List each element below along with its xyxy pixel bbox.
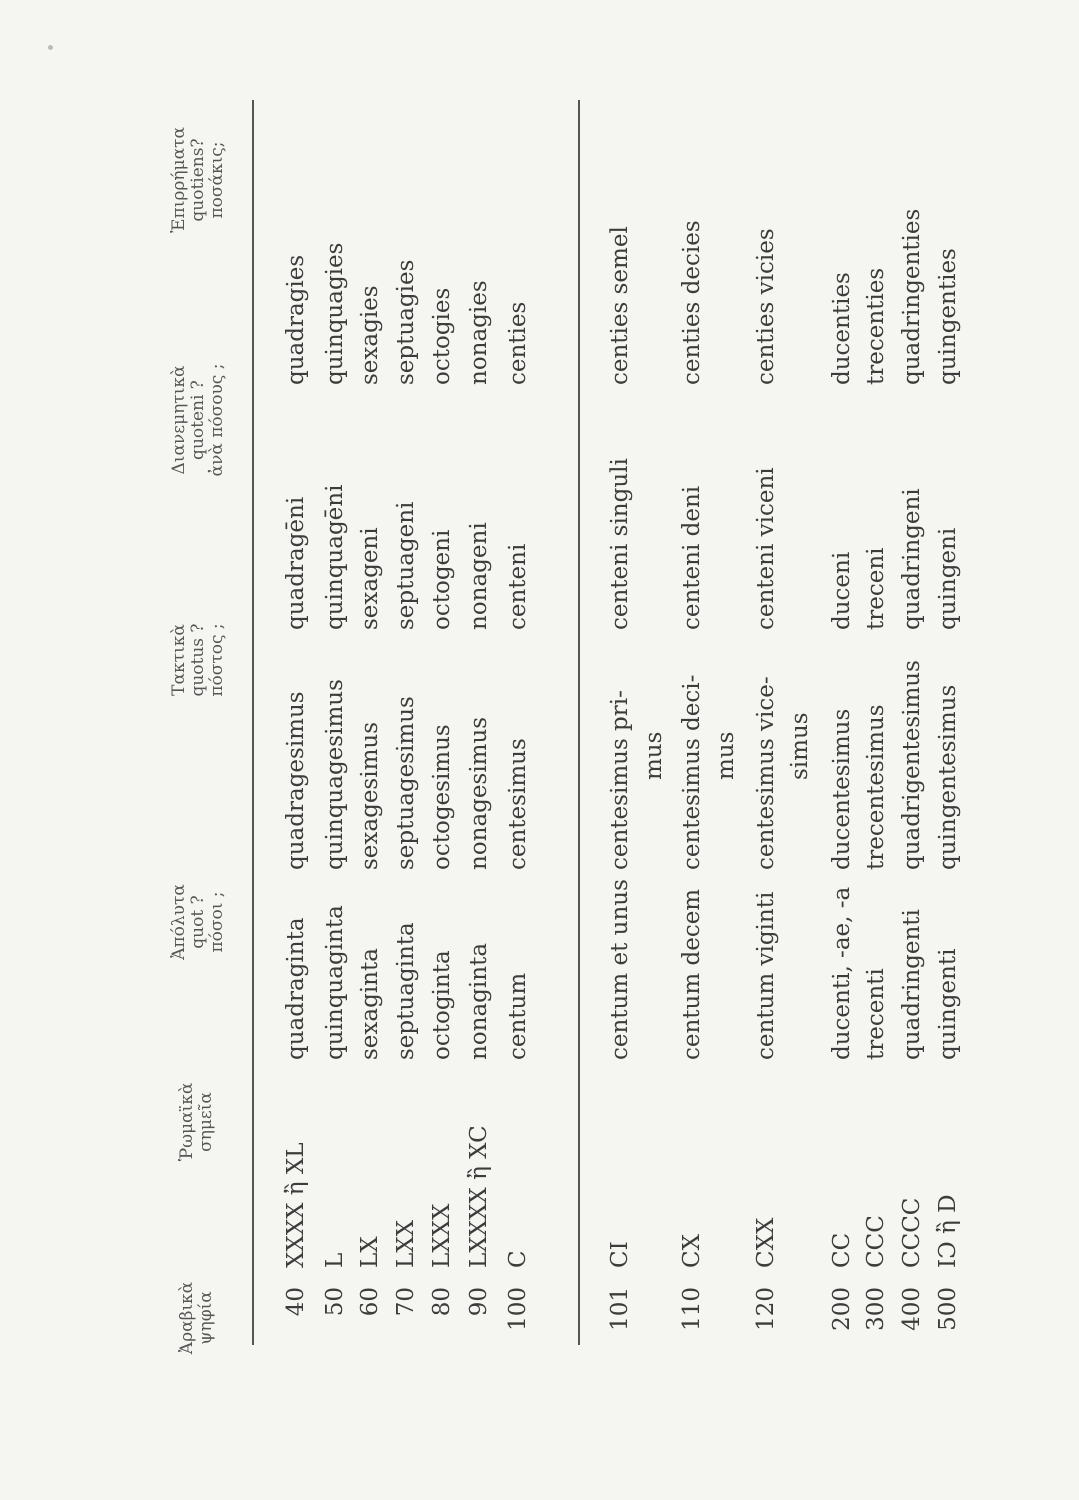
cell-ordinal: centesimus: [505, 738, 531, 870]
cell-ordinal: octogesimus: [429, 724, 455, 870]
header-rule: [252, 100, 254, 1345]
cell-adverb: trecenties: [863, 267, 889, 385]
column-header-line: ἀνὰ πόσους ;: [207, 363, 227, 477]
cell-cardinal: centum: [505, 972, 531, 1060]
cell-roman: C: [505, 1250, 531, 1268]
cell-adverb: octogies: [429, 287, 455, 385]
column-header-line: πόστος ;: [207, 623, 227, 697]
column-header-distributive: [170, 330, 227, 510]
cell-distributive: duceni: [829, 551, 855, 630]
cell-distributive: quadringeni: [899, 488, 925, 630]
cell-arabic: 110: [679, 1287, 705, 1331]
cell-cardinal: sexaginta: [357, 948, 383, 1060]
cell-cardinal: centum et unus: [607, 879, 633, 1060]
column-header-cardinal: [170, 832, 227, 1012]
cell-roman: CI: [607, 1241, 633, 1268]
cell-roman: CCC: [863, 1215, 889, 1268]
cell-ordinal: quadrigentesimus: [899, 660, 925, 870]
cell-ordinal: quadragesimus: [283, 691, 309, 870]
cell-adverb: centies decies: [679, 220, 705, 385]
cell-arabic: 50: [322, 1287, 348, 1317]
cell-adverb: sexagies: [357, 285, 383, 385]
column-header-line: quoteni ?: [188, 380, 208, 460]
cell-cardinal: quingenti: [935, 948, 961, 1060]
cell-arabic: 90: [466, 1287, 492, 1317]
cell-distributive: centeni viceni: [753, 467, 779, 630]
cell-distributive: sexageni: [357, 527, 383, 630]
cell-distributive: septuageni: [393, 501, 419, 630]
cell-adverb: ducenties: [829, 272, 855, 385]
cell-distributive: quadragēni: [283, 496, 309, 630]
column-header-line: Ἀπόλυτα: [169, 884, 189, 960]
cell-ordinal: sexagesimus: [357, 721, 383, 870]
cell-ordinal: centesimus deci-: [679, 674, 705, 870]
cell-cardinal: quinquaginta: [322, 905, 348, 1060]
column-header-roman: [178, 1032, 216, 1212]
cell-arabic: 120: [753, 1287, 779, 1331]
column-header-line: Τακτικὰ: [169, 624, 189, 696]
column-header-line: Ἐπιρρήματα: [169, 127, 189, 233]
cell-cardinal: quadraginta: [283, 917, 309, 1060]
column-header-line: Ῥωμαϊκὰ: [177, 1082, 197, 1162]
cell-roman: XXXX ἢ XL: [283, 1142, 309, 1268]
cell-distributive: quinquagēni: [322, 484, 348, 630]
column-header-line: σημεῖα: [196, 1092, 216, 1152]
column-header-ordinal: [170, 570, 227, 750]
cell-cardinal: centum viginti: [753, 891, 779, 1060]
cell-distributive: centeni singuli: [607, 458, 633, 630]
column-header-line: quotus ?: [188, 623, 208, 697]
cell-arabic: 200: [829, 1287, 855, 1331]
cell-ordinal2: mus: [713, 731, 739, 780]
cell-roman: IƆ ἢ D: [935, 1194, 961, 1268]
cell-adverb: quadragies: [283, 254, 309, 385]
cell-ordinal: quinquagesimus: [322, 679, 348, 870]
cell-roman: LX: [357, 1236, 383, 1268]
cell-ordinal: nonagesimus: [466, 716, 492, 870]
cell-cardinal: octoginta: [429, 950, 455, 1060]
cell-distributive: quingeni: [935, 527, 961, 630]
cell-arabic: 300: [863, 1287, 889, 1331]
cell-adverb: centies semel: [607, 226, 633, 385]
cell-roman: LXXX: [429, 1203, 455, 1268]
cell-distributive: nonageni: [466, 522, 492, 630]
cell-arabic: 500: [935, 1287, 961, 1331]
cell-arabic: 70: [393, 1287, 419, 1317]
column-header-adverb: [170, 90, 227, 270]
cell-arabic: 80: [429, 1287, 455, 1317]
cell-adverb: quingenties: [935, 248, 961, 385]
cell-roman: CX: [679, 1234, 705, 1268]
cell-distributive: centeni: [505, 543, 531, 630]
cell-ordinal: septuagesimus: [393, 696, 419, 870]
cell-cardinal: nonaginta: [466, 942, 492, 1060]
cell-arabic: 400: [899, 1287, 925, 1331]
column-header-line: ψηφία: [196, 1291, 216, 1345]
cell-adverb: centies: [505, 301, 531, 385]
column-header-line: πόσοι ;: [207, 891, 227, 953]
column-header-line: Ἀραβικὰ: [177, 1281, 197, 1355]
cell-arabic: 40: [283, 1287, 309, 1317]
cell-cardinal: ducenti, -ae, -a: [829, 886, 855, 1060]
speck: [48, 45, 53, 50]
column-header-line: quotiens?: [188, 138, 208, 222]
cell-arabic: 101: [607, 1287, 633, 1331]
column-header-line: Διανεμητικὰ: [169, 365, 189, 475]
cell-ordinal: centesimus vice-: [753, 676, 779, 870]
cell-cardinal: septuaginta: [393, 922, 419, 1060]
cell-cardinal: trecenti: [863, 968, 889, 1060]
cell-roman: LXXXX ἢ XC: [466, 1125, 492, 1268]
cell-roman: LXX: [393, 1219, 419, 1268]
column-header-arabic: [178, 1228, 216, 1408]
column-header-line: quot ?: [188, 895, 208, 949]
cell-ordinal: quingentesimus: [935, 684, 961, 870]
cell-adverb: centies vicies: [753, 228, 779, 385]
cell-adverb: quadringenties: [899, 208, 925, 385]
cell-cardinal: quadringenti: [899, 909, 925, 1060]
cell-cardinal: centum decem: [679, 888, 705, 1060]
cell-ordinal: trecentesimus: [863, 704, 889, 870]
cell-ordinal2: mus: [641, 731, 667, 780]
cell-arabic: 100: [505, 1287, 531, 1331]
cell-ordinal: centesimus pri-: [607, 690, 633, 870]
cell-adverb: septuagies: [393, 259, 419, 385]
cell-distributive: treceni: [863, 547, 889, 630]
cell-arabic: 60: [357, 1287, 383, 1317]
cell-distributive: centeni deni: [679, 485, 705, 630]
cell-roman: L: [322, 1252, 348, 1268]
cell-adverb: quinquagies: [322, 242, 348, 385]
cell-roman: CXX: [753, 1217, 779, 1268]
cell-distributive: octogeni: [429, 529, 455, 630]
section-rule: [578, 100, 580, 1345]
cell-ordinal2: simus: [787, 712, 813, 780]
column-header-line: ποσάκις;: [207, 141, 227, 219]
cell-roman: CCCC: [899, 1197, 925, 1268]
cell-roman: CC: [829, 1232, 855, 1268]
cell-ordinal: ducentesimus: [829, 708, 855, 870]
cell-adverb: nonagies: [466, 280, 492, 385]
